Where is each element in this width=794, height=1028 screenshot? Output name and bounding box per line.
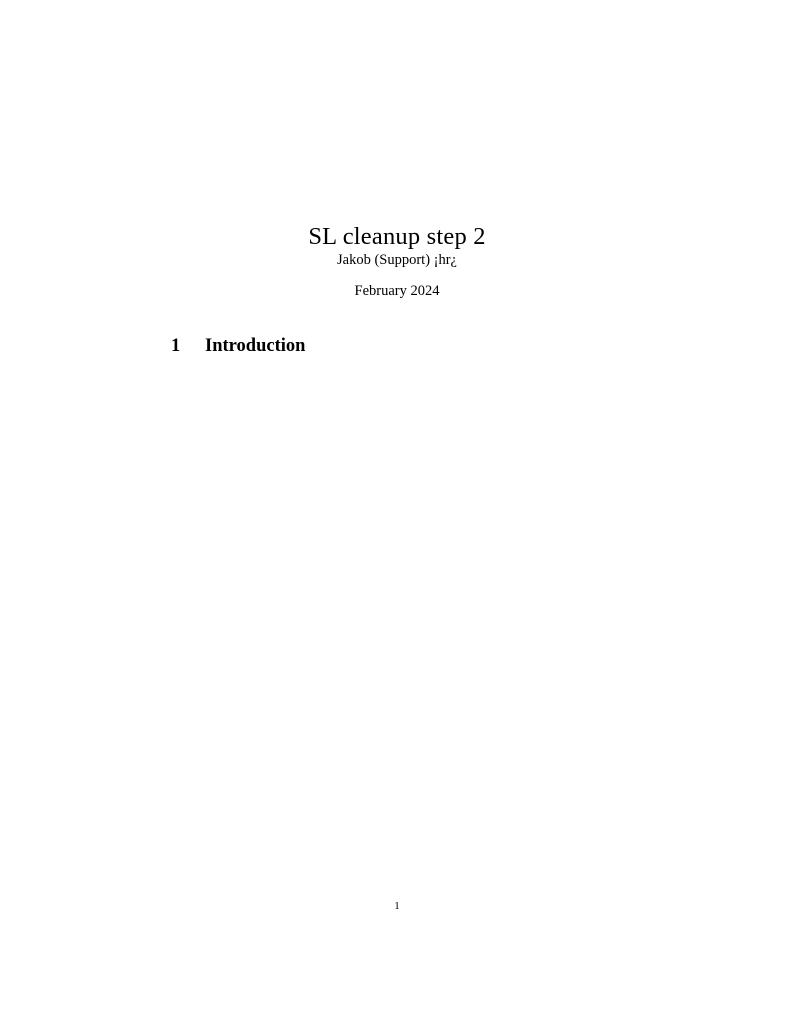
section-title: Introduction: [205, 336, 306, 356]
document-author: Jakob (Support) ¡hr¿: [336, 252, 457, 268]
section-heading-introduction: [171, 335, 305, 357]
document-title: SL cleanup step 2: [308, 223, 486, 251]
document-date: February 2024: [354, 283, 440, 299]
page-number: 1: [394, 900, 400, 912]
section-number: 1: [171, 336, 181, 356]
